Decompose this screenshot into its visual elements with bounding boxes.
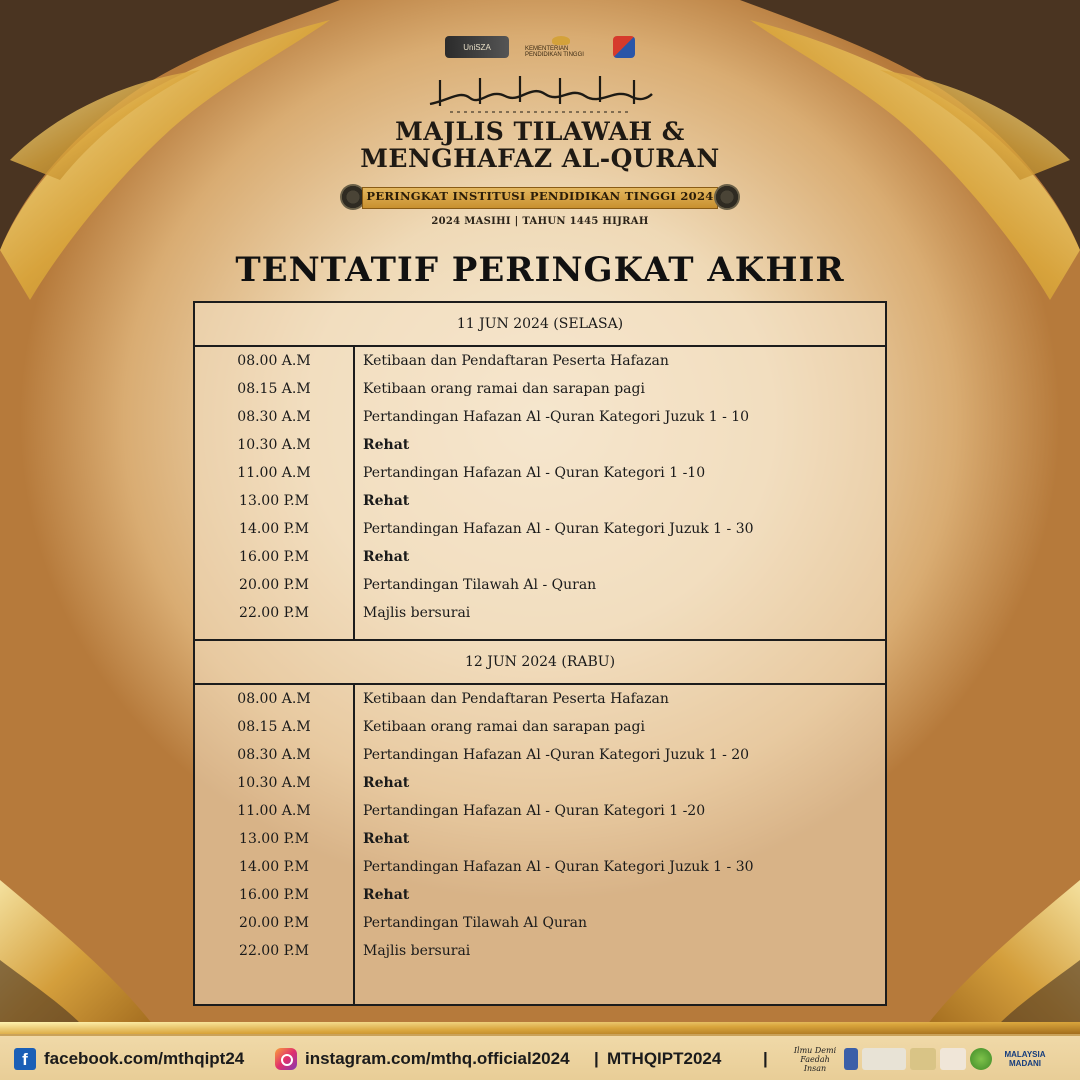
arabic-calligraphy-logo [420, 70, 660, 118]
schedule-row [195, 937, 885, 965]
activity-cell: Pertandingan Hafazan Al - Quran Kategori 1 -10 [363, 465, 706, 481]
schedule-row [195, 853, 885, 881]
activity-cell: Pertandingan Tilawah Al - Quran [363, 577, 597, 593]
schedule-row [195, 459, 885, 487]
activity-cell: Ketibaan dan Pendaftaran Peserta Hafazan [363, 353, 669, 369]
year-subline: 2024 MASIHI | TAHUN 1445 HIJRAH [431, 216, 649, 227]
time-cell: 08.30 A.M [237, 747, 311, 763]
footer-logos [790, 1044, 1072, 1074]
schedule-row [195, 599, 885, 627]
ornament-icon [714, 184, 740, 210]
time-cell: 10.30 A.M [237, 437, 311, 453]
time-cell: 20.00 P.M [239, 577, 309, 593]
title-line-2: MENGHAFAZ AL-QURAN [360, 144, 720, 173]
column-divider [353, 345, 355, 641]
activity-cell: Rehat [363, 549, 410, 565]
title-line-1: MAJLIS TILAWAH & [395, 117, 685, 146]
time-cell: 11.00 A.M [237, 803, 311, 819]
partner-logo-a [844, 1048, 858, 1070]
time-cell: 20.00 P.M [239, 915, 309, 931]
activity-cell: Pertandingan Hafazan Al -Quran Kategori Juzuk 1 - 20 [363, 747, 750, 763]
time-cell: 11.00 A.M [237, 465, 311, 481]
banner-text: PERINGKAT INSTITUSI PENDIDIKAN TINGGI 2024 [366, 189, 714, 203]
time-cell: 08.15 A.M [237, 381, 311, 397]
activity-cell: Rehat [363, 775, 410, 791]
schedule-row [195, 825, 885, 853]
activity-cell: Majlis bersurai [363, 943, 471, 959]
schedule-row [195, 543, 885, 571]
activity-cell: Pertandingan Hafazan Al - Quran Kategori Juzuk 1 - 30 [363, 859, 754, 875]
schedule-row [195, 881, 885, 909]
unisza-logo: UniSZA [445, 36, 509, 58]
activity-cell: Rehat [363, 493, 410, 509]
schedule-row [195, 713, 885, 741]
time-cell: 16.00 P.M [239, 887, 309, 903]
time-cell: 22.00 P.M [239, 605, 309, 621]
time-cell: 22.00 P.M [239, 943, 309, 959]
partner-logo-b [862, 1048, 906, 1070]
hashtag: MTHQIPT2024 [607, 1049, 722, 1068]
page-heading: TENTATIF PERINGKAT AKHIR [235, 250, 845, 290]
schedule-row [195, 909, 885, 937]
schedule-row [195, 769, 885, 797]
time-cell: 16.00 P.M [239, 549, 309, 565]
schedule-row [195, 347, 885, 375]
activity-cell: Ketibaan dan Pendaftaran Peserta Hafazan [363, 691, 669, 707]
schedule-row [195, 375, 885, 403]
time-cell: 08.00 A.M [237, 691, 311, 707]
time-cell: 10.30 A.M [237, 775, 311, 791]
schedule-row [195, 403, 885, 431]
header-logos [0, 34, 1080, 60]
schedule-row [195, 487, 885, 515]
time-cell: 08.15 A.M [237, 719, 311, 735]
schedule-row [195, 571, 885, 599]
footer-bar [0, 1034, 1080, 1080]
kpt-logo-text: KEMENTERIAN PENDIDIKAN TINGGI [525, 46, 584, 58]
activity-cell: Pertandingan Hafazan Al - Quran Kategori 1 -20 [363, 803, 706, 819]
activity-cell: Pertandingan Tilawah Al Quran [363, 915, 588, 931]
time-cell: 14.00 P.M [239, 859, 309, 875]
activity-cell: Pertandingan Hafazan Al -Quran Kategori Juzuk 1 - 10 [363, 409, 750, 425]
schedule-row [195, 515, 885, 543]
separator: | [763, 1049, 768, 1068]
time-cell: 13.00 P.M [239, 831, 309, 847]
level-banner [340, 184, 740, 210]
date-header: 11 JUN 2024 (SELASA) [195, 303, 885, 347]
date-header: 12 JUN 2024 (RABU) [195, 639, 885, 685]
crest-icon [552, 36, 570, 45]
activity-cell: Ketibaan orang ramai dan sarapan pagi [363, 719, 645, 735]
activity-cell: Rehat [363, 437, 410, 453]
column-divider [353, 683, 355, 1004]
partner-logo [613, 36, 635, 58]
partner-logo-d [940, 1048, 966, 1070]
time-cell: 08.00 A.M [237, 353, 311, 369]
schedule-row [195, 431, 885, 459]
activity-cell: Ketibaan orang ramai dan sarapan pagi [363, 381, 645, 397]
schedule-row [195, 797, 885, 825]
kpt-logo [525, 36, 597, 58]
malaysia-madani-logo: MALAYSIA MADANI [1004, 1050, 1046, 1068]
time-cell: 14.00 P.M [239, 521, 309, 537]
partner-logo-e [970, 1048, 992, 1070]
facebook-icon: f [14, 1048, 36, 1070]
schedule-table [193, 301, 887, 1006]
activity-cell: Rehat [363, 887, 410, 903]
separator: | [594, 1049, 599, 1068]
schedule-row [195, 685, 885, 713]
time-cell: 08.30 A.M [237, 409, 311, 425]
schedule-row [195, 741, 885, 769]
slogan-logo: Ilmu Demi Faedah Insan [793, 1045, 837, 1073]
instagram-icon [275, 1048, 297, 1070]
activity-cell: Pertandingan Hafazan Al - Quran Kategori Juzuk 1 - 30 [363, 521, 754, 537]
time-cell: 13.00 P.M [239, 493, 309, 509]
activity-cell: Rehat [363, 831, 410, 847]
facebook-link[interactable]: facebook.com/mthqipt24 [44, 1049, 245, 1068]
instagram-link[interactable]: instagram.com/mthq.official2024 [305, 1049, 570, 1068]
event-title [0, 118, 1080, 172]
partner-logo-c [910, 1048, 936, 1070]
activity-cell: Majlis bersurai [363, 605, 471, 621]
